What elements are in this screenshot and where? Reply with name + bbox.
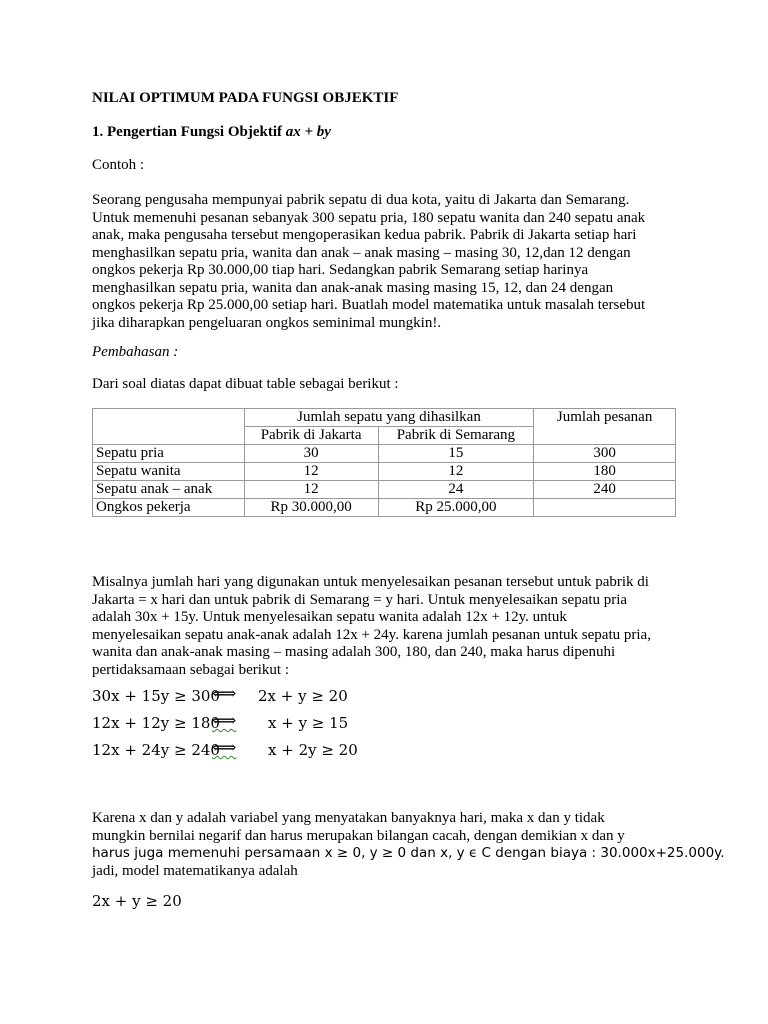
paragraph-line: pertidaksamaan sebagai berikut : [92, 661, 290, 678]
cell-pesanan: 180 [534, 463, 676, 481]
paragraph-line: adalah 30x + 15y. Untuk menyelesaikan sepatu wanita adalah 12x + 12y. untuk [92, 609, 567, 625]
inequality-left: 12x + 24y ≥ 240 [92, 741, 220, 759]
inequality-right: x + y ≥ 15 [268, 714, 349, 732]
inequality-row [92, 684, 392, 715]
conclusion-paragraph [92, 810, 725, 880]
document-title: NILAI OPTIMUM PADA FUNGSI OBJEKTIF [92, 90, 399, 106]
inequality-row [92, 738, 392, 769]
paragraph-line: jika diharapkan pengeluaran ongkos seminimal mungkin!. [92, 314, 442, 331]
cell-jakarta: 12 [244, 481, 378, 499]
equivalence-arrow-icon: ⟺ [212, 738, 237, 758]
paragraph-line: Untuk memenuhi pesanan sebanyak 300 sepatu pria, 180 sepatu wanita dan 240 sepatu anak [92, 209, 646, 226]
table-intro: Dari soal diatas dapat dibuat table sebagai berikut : [92, 376, 399, 392]
cell-semarang: 15 [378, 445, 534, 463]
cell-semarang: 12 [378, 463, 534, 481]
inequality-right: x + 2y ≥ 20 [268, 741, 358, 759]
paragraph-line: Karena x dan y adalah variabel yang menyatakan banyaknya hari, maka x dan y tidak [92, 810, 605, 826]
paragraph-line: menghasilkan sepatu pria, wanita dan anak-anak masing masing 15, 12, dan 24 dengan [92, 279, 614, 296]
paragraph-line: menghasilkan sepatu pria, wanita dan anak – anak masing – masing 30, 12,dan 12 dengan [92, 244, 631, 261]
section-heading-text: 1. Pengertian Fungsi Objektif [92, 124, 286, 140]
inequality-left: 30x + 15y ≥ 300 [92, 687, 220, 705]
table-row [93, 481, 676, 499]
row-label: Sepatu wanita [93, 463, 245, 481]
table-row [93, 445, 676, 463]
cell-pesanan: 240 [534, 481, 676, 499]
paragraph-line: harus juga memenuhi persamaan x ≥ 0, y ≥ 0 dan x, y ϵ C dengan biaya : 30.000x+25.000y. [92, 845, 725, 861]
table-subheader-semarang: Pabrik di Semarang [378, 427, 534, 445]
equivalence-arrow-icon: ⟺ [212, 684, 237, 704]
table-header-empty [93, 409, 245, 445]
table-subheader-jakarta: Pabrik di Jakarta [244, 427, 378, 445]
paragraph-line: Jakarta = x hari dan untuk pabrik di Semarang = y hari. Untuk menyelesaikan sepatu pria [92, 591, 628, 608]
discussion-label: Pembahasan : [92, 344, 179, 360]
paragraph-line: Seorang pengusaha mempunyai pabrik sepatu di dua kota, yaitu di Jakarta dan Semarang. [92, 192, 630, 208]
cell-semarang: 24 [378, 481, 534, 499]
section-heading-expression: ax + by [285, 124, 331, 140]
section-heading [92, 124, 331, 142]
inequality-block [92, 684, 392, 769]
table-row [93, 499, 676, 517]
paragraph-line: ongkos pekerja Rp 25.000,00 setiap hari. Buatlah model matematika untuk masalah tersebut [92, 297, 646, 313]
inequality-right: 2x + y ≥ 20 [258, 687, 348, 705]
cell-jakarta: 12 [244, 463, 378, 481]
cell-jakarta: 30 [244, 445, 378, 463]
table-header-total: Jumlah pesanan [534, 409, 676, 445]
cell-jakarta: Rp 30.000,00 [244, 499, 378, 517]
row-label: Sepatu anak – anak [93, 481, 245, 499]
inequality-row [92, 711, 392, 742]
cell-semarang: Rp 25.000,00 [378, 499, 534, 517]
problem-paragraph [92, 192, 692, 332]
paragraph-line: jadi, model matematikanya adalah [92, 862, 298, 879]
paragraph-line: Misalnya jumlah hari yang digunakan untuk menyelesaikan pesanan tersebut untuk pabrik di [92, 574, 649, 590]
explanation-paragraph [92, 574, 692, 679]
production-table [92, 408, 676, 517]
inequality-left: 12x + 12y ≥ 180 [92, 714, 220, 732]
paragraph-line: wanita dan anak-anak masing – masing adalah 300, 180, dan 240, maka harus dipenuhi [92, 644, 616, 660]
final-model-expression: 2x + y ≥ 20 [92, 892, 182, 910]
paragraph-line: mungkin bernilai negarif dan harus merupakan bilangan cacah, dengan demikian x dan y [92, 827, 625, 844]
table-header-group: Jumlah sepatu yang dihasilkan [244, 409, 534, 427]
equivalence-arrow-icon: ⟺ [212, 711, 237, 731]
table-row [93, 463, 676, 481]
paragraph-line: anak, maka pengusaha tersebut mengoperasikan kedua pabrik. Pabrik di Jakarta setiap hari [92, 227, 637, 243]
paragraph-line: ongkos pekerja Rp 30.000,00 tiap hari. Sedangkan pabrik Semarang setiap harinya [92, 262, 589, 278]
cell-pesanan [534, 499, 676, 517]
paragraph-line: menyelesaikan sepatu anak-anak adalah 12x + 24y. karena jumlah pesanan untuk sepatu pria, [92, 626, 651, 643]
table-header-row [93, 409, 676, 427]
row-label: Sepatu pria [93, 445, 245, 463]
cell-pesanan: 300 [534, 445, 676, 463]
example-label: Contoh : [92, 157, 145, 173]
row-label: Ongkos pekerja [93, 499, 245, 517]
